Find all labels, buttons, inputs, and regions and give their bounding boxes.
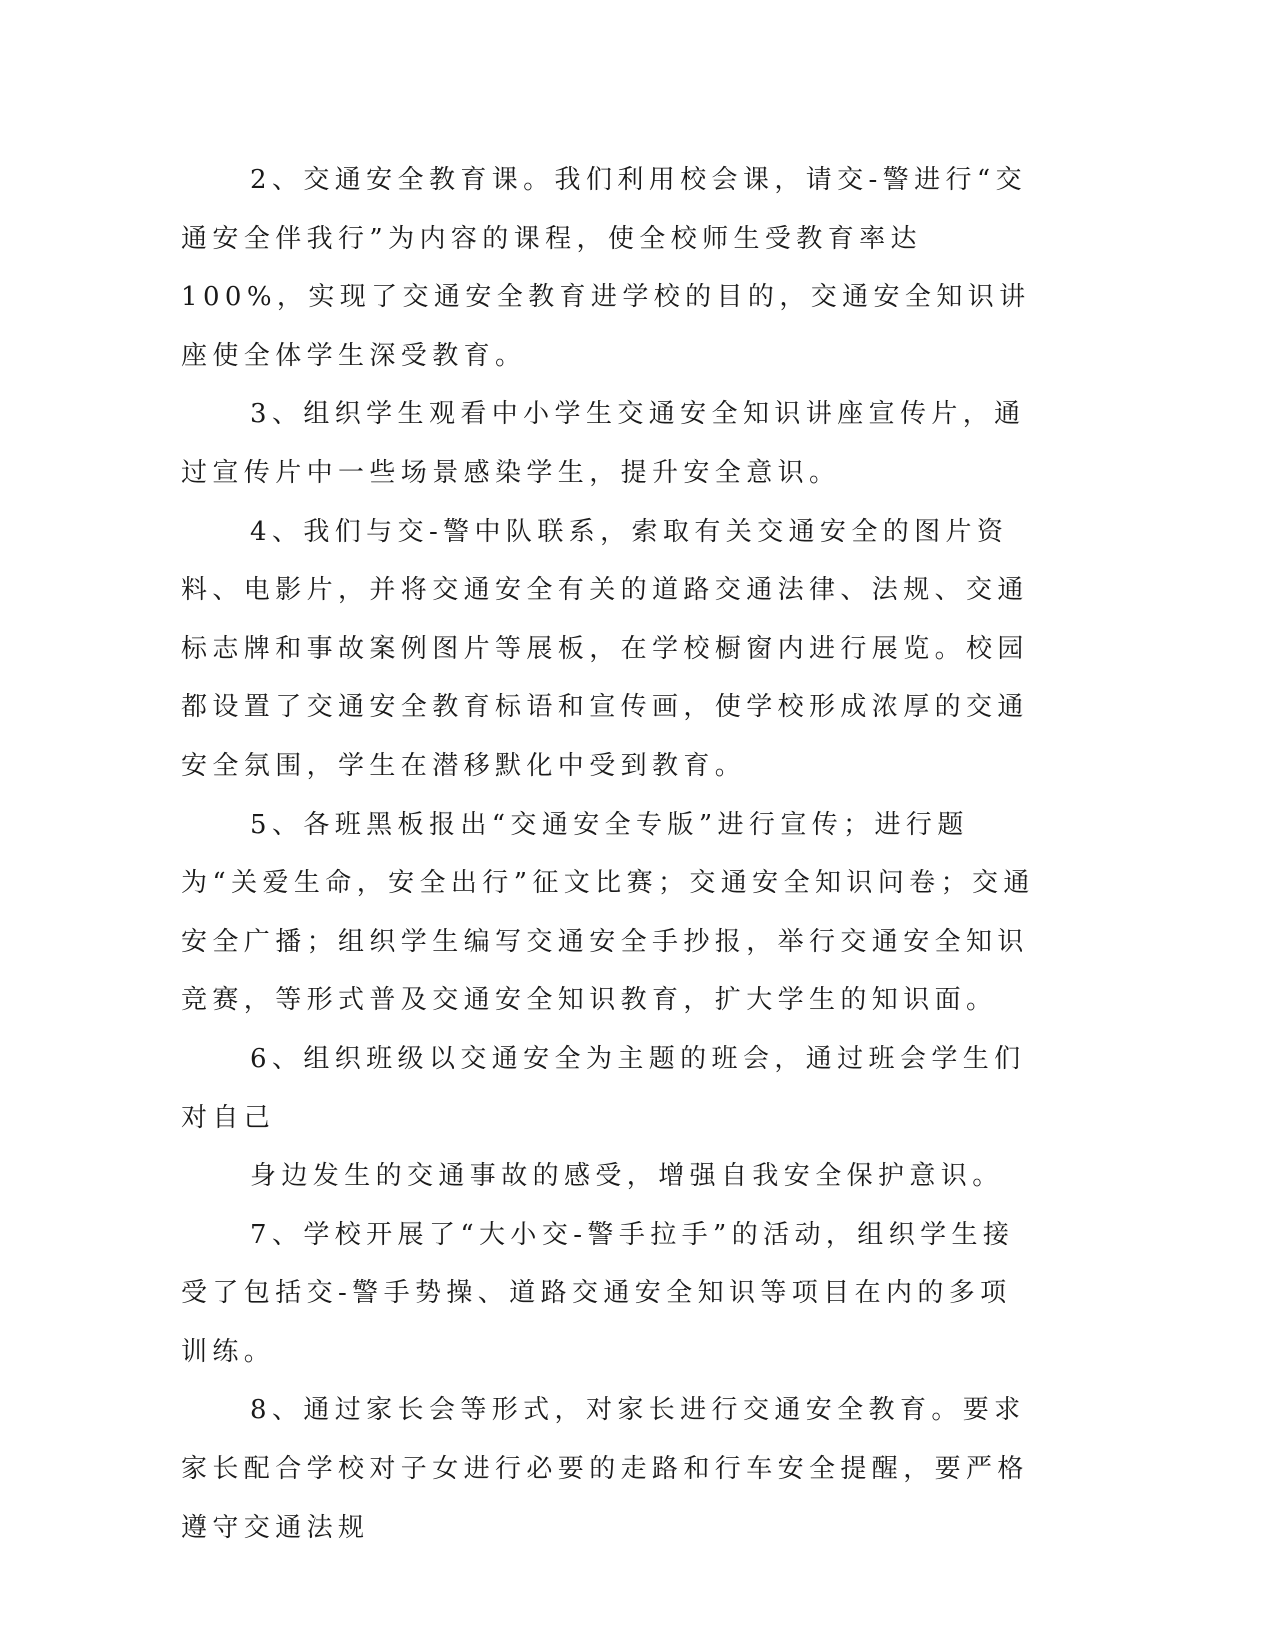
paragraph-item-8: 8、通过家长会等形式，对家长进行交通安全教育。要求家长配合学校对子女进行必要的走路和行车安全提醒，要严格遵守交通法规 [181,1395,1029,1543]
paragraph-item-3: 3、组织学生观看中小学生交通安全知识讲座宣传片，通过宣传片中一些场景感染学生，提升安全意识。 [181,399,1026,488]
document-body [181,151,1041,1557]
paragraph-item-4: 4、我们与交-警中队联系，索取有关交通安全的图片资料、电影片，并将交通安全有关的道路交通法律、法规、交通标志牌和事故案例图片等展板，在学校橱窗内进行展览。校园都设置了交通安全教育标语和宣传画，使学校形成浓厚的交通安全氛围，学生在潜移默化中受到教育。 [181,516,1029,781]
paragraph-item-5: 5、各班黑板报出“交通安全专版”进行宣传；进行题为“关爱生命，安全出行”征文比赛；交通安全知识问卷；交通安全广播；组织学生编写交通安全手抄报，举行交通安全知识竞赛，等形式普及交通安全知识教育，扩大学生的知识面。 [181,809,1035,1016]
paragraph-item-6-continuation: 身边发生的交通事故的感受，增强自我安全保护意识。 [250,1161,1004,1192]
paragraph-item-2: 2、交通安全教育课。我们利用校会课，请交-警进行“交通安全伴我行”为内容的课程，使全校师生受教育率达100%，实现了交通安全教育进学校的目的，交通安全知识讲座使全体学生深受教育。 [181,165,1031,371]
paragraph-item-7: 7、学校开展了“大小交-警手拉手”的活动，组织学生接受了包括交-警手势操、道路交通安全知识等项目在内的多项训练。 [181,1219,1015,1367]
paragraph-item-6: 6、组织班级以交通安全为主题的班会，通过班会学生们对自己 [181,1043,1026,1133]
